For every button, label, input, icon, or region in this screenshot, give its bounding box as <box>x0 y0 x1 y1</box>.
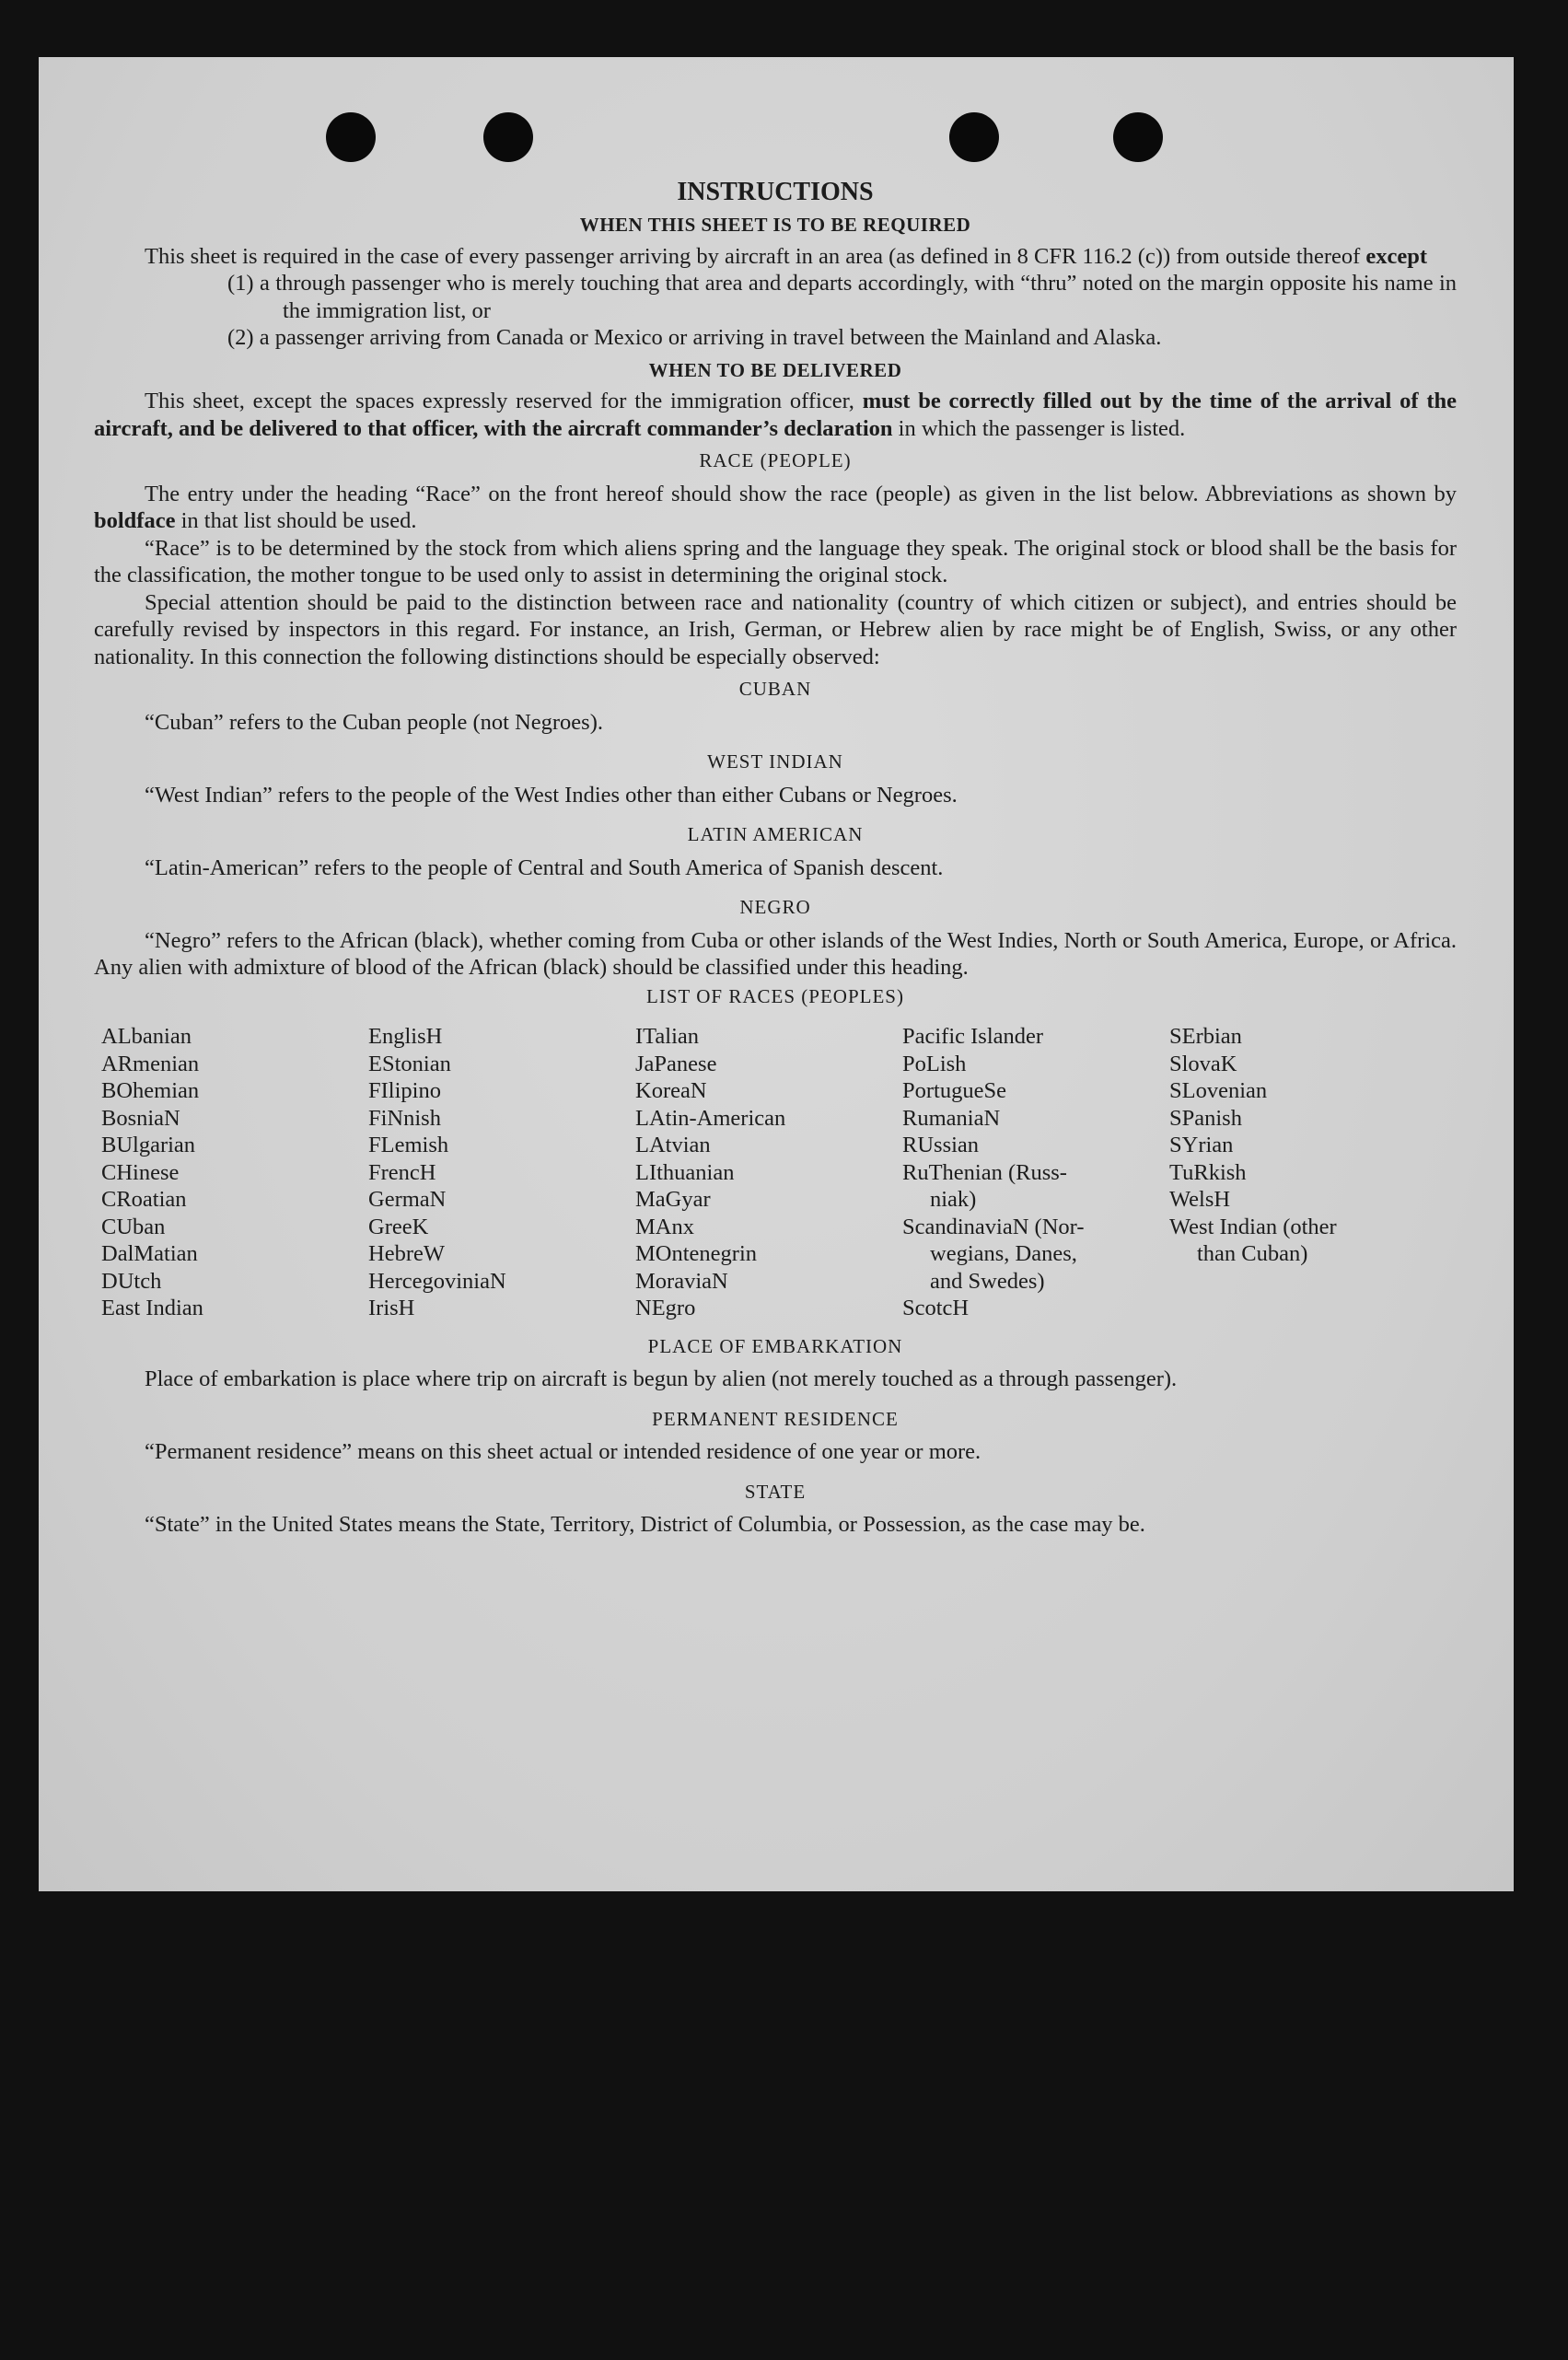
race-entry: SPanish <box>1169 1105 1242 1131</box>
race-entry: CRoatian <box>101 1187 187 1212</box>
page-title: INSTRUCTIONS <box>677 178 874 206</box>
race-entry: NEgro <box>635 1296 696 1320</box>
race-entry: SLovenian <box>1169 1078 1268 1103</box>
race-entry: EnglisH <box>368 1024 443 1049</box>
race-entry: ScotcH <box>902 1296 970 1320</box>
races-column-2 <box>368 1023 635 1322</box>
race-p1-a: The entry under the heading “Race” on the front hereof should show the race (people) as given in the list below. Abbreviations as shown by <box>145 481 1457 506</box>
race-entry: BUlgarian <box>101 1133 196 1157</box>
race-paragraph-2: “Race” is to be determined by the stock from which aliens spring and the language they speak. The original stock or blood shall be the basis for the classification, the mother tongue to be used only to assist in determining the original stock. <box>94 535 1457 587</box>
race-entry: FLemish <box>368 1133 449 1157</box>
race-entry: LAtvian <box>635 1133 711 1157</box>
punch-hole <box>326 112 376 162</box>
race-entry: IrisH <box>368 1296 415 1320</box>
section-heading-negro: NEGRO <box>739 896 811 918</box>
instruction-sheet <box>39 57 1514 1891</box>
race-entry: LIthuanian <box>635 1159 735 1185</box>
punch-hole <box>483 112 533 162</box>
race-entry-continued: and Swedes) <box>930 1268 1045 1294</box>
race-entry-continued: niak) <box>930 1187 977 1212</box>
race-entry: RuThenian (Russ- <box>902 1159 1067 1185</box>
section-heading-cuban: CUBAN <box>738 678 812 700</box>
race-entry: PoLish <box>902 1051 967 1076</box>
delivered-text-a: This sheet, except the spaces expressly reserved for the immigration officer, <box>145 389 863 413</box>
race-entry: HebreW <box>368 1241 445 1266</box>
race-entry: SYrian <box>1169 1133 1234 1157</box>
section-heading-state: STATE <box>744 1480 807 1503</box>
section-heading-embarkation: PLACE OF EMBARKATION <box>647 1334 903 1357</box>
race-entry: ScandinaviaN (Nor- <box>902 1214 1085 1239</box>
document-body <box>94 177 1457 1539</box>
race-entry: GreeK <box>368 1214 429 1239</box>
races-column-4 <box>902 1023 1169 1322</box>
race-entry: EStonian <box>368 1051 451 1076</box>
section-heading-required: WHEN THIS SHEET IS TO BE REQUIRED <box>579 214 971 236</box>
race-entry: FrencH <box>368 1159 436 1185</box>
race-entry: GermaN <box>368 1187 447 1212</box>
delivered-text-bold: must be correctly filled out by the time of the arrival of the aircraft, and be delivered to that officer, with the aircraft commander’s declaration <box>94 389 1458 441</box>
race-entry: ARmenian <box>101 1051 200 1076</box>
race-p1-bold: boldface <box>94 508 176 533</box>
race-entry: CHinese <box>101 1159 180 1185</box>
residence-text: “Permanent residence” means on this sheet actual or intended residence of one year or more. <box>145 1439 981 1464</box>
delivered-text-c: in which the passenger is listed. <box>892 415 1186 441</box>
race-entry: MaGyar <box>635 1187 711 1212</box>
race-entry: MAnx <box>635 1214 694 1239</box>
race-entry: LAtin-American <box>635 1105 786 1131</box>
race-entry: TuRkish <box>1169 1159 1247 1185</box>
section-heading-races-list: LIST OF RACES (PEOPLES) <box>646 984 904 1007</box>
race-entry: DUtch <box>101 1268 162 1294</box>
races-column-5 <box>1169 1023 1436 1322</box>
race-entry: BOhemian <box>101 1078 200 1103</box>
races-list <box>101 1023 1457 1322</box>
west-indian-text: “West Indian” refers to the people of the West Indies other than either Cubans or Negroes. <box>145 782 958 808</box>
required-intro <box>94 243 1457 271</box>
section-heading-race: RACE (PEOPLE) <box>699 449 852 471</box>
race-entry-continued: wegians, Danes, <box>930 1241 1077 1266</box>
exception-item-2: (2) a passenger arriving from Canada or Mexico or arriving in travel between the Mainland and Alaska. <box>227 325 1162 350</box>
punch-hole <box>949 112 999 162</box>
races-column-1 <box>101 1023 368 1322</box>
embarkation-text: Place of embarkation is place where trip on aircraft is begun by alien (not merely touched as a through passenger). <box>145 1366 1178 1391</box>
race-entry: West Indian (other <box>1169 1214 1337 1239</box>
section-heading-delivered: WHEN TO BE DELIVERED <box>648 358 902 381</box>
latin-american-text: “Latin-American” refers to the people of Central and South America of Spanish descent. <box>145 854 944 880</box>
race-entry: Pacific Islander <box>902 1024 1044 1049</box>
race-entry: RUssian <box>902 1133 980 1157</box>
punch-hole <box>1113 112 1163 162</box>
race-p1-c: in that list should be used. <box>175 508 417 533</box>
race-entry-continued: than Cuban) <box>1197 1241 1308 1266</box>
exception-item-1: (1) a through passenger who is merely touching that area and departs accordingly, with “thru” noted on the margin opposite his name in the immigration list, or <box>227 271 1457 323</box>
required-intro-text: This sheet is required in the case of every passenger arriving by aircraft in an area (as defined in 8 CFR 116.2 (c)) from outside thereof <box>145 243 1366 269</box>
race-entry: ITalian <box>635 1024 700 1049</box>
race-entry: JaPanese <box>635 1051 717 1076</box>
race-paragraph-1 <box>94 481 1457 535</box>
cuban-text: “Cuban” refers to the Cuban people (not Negroes). <box>145 709 603 735</box>
race-entry: ALbanian <box>101 1024 192 1049</box>
race-entry: BosniaN <box>101 1105 180 1131</box>
section-heading-west-indian: WEST INDIAN <box>707 750 843 773</box>
delivered-text <box>94 388 1457 442</box>
race-entry: FiNnish <box>368 1105 441 1131</box>
negro-text: “Negro” refers to the African (black), whether coming from Cuba or other islands of the West Indies, North or South America, Europe, or Africa. Any alien with admixture of blood of the African (black) should be classified under this heading. <box>94 927 1457 980</box>
race-entry: CUban <box>101 1214 166 1239</box>
race-entry: RumaniaN <box>902 1105 1001 1131</box>
race-entry: HercegoviniaN <box>368 1268 506 1294</box>
race-entry: DalMatian <box>101 1241 198 1266</box>
race-entry: FIlipino <box>368 1078 441 1103</box>
race-entry: KoreaN <box>635 1078 707 1103</box>
race-entry: WelsH <box>1169 1187 1231 1212</box>
race-entry: SlovaK <box>1169 1051 1237 1076</box>
section-heading-latin-american: LATIN AMERICAN <box>687 823 864 845</box>
race-entry: SErbian <box>1169 1024 1242 1049</box>
race-entry: PortugueSe <box>902 1078 1006 1103</box>
required-intro-emphasis: except <box>1365 243 1428 269</box>
race-entry: MOntenegrin <box>635 1241 757 1266</box>
race-entry: MoraviaN <box>635 1268 728 1294</box>
races-column-3 <box>635 1023 902 1322</box>
race-entry: East Indian <box>101 1296 203 1320</box>
state-text: “State” in the United States means the State, Territory, District of Columbia, or Possession, as the case may be. <box>145 1512 1145 1537</box>
race-paragraph-3: Special attention should be paid to the distinction between race and nationality (country of which citizen or subject), and entries should be carefully revised by inspectors in this regard. For instance, an Irish, German, or Hebrew alien by race might be of English, Swiss, or any other nationality. In this connection the following distinctions should be especially observed: <box>94 589 1457 669</box>
section-heading-residence: PERMANENT RESIDENCE <box>652 1407 899 1430</box>
